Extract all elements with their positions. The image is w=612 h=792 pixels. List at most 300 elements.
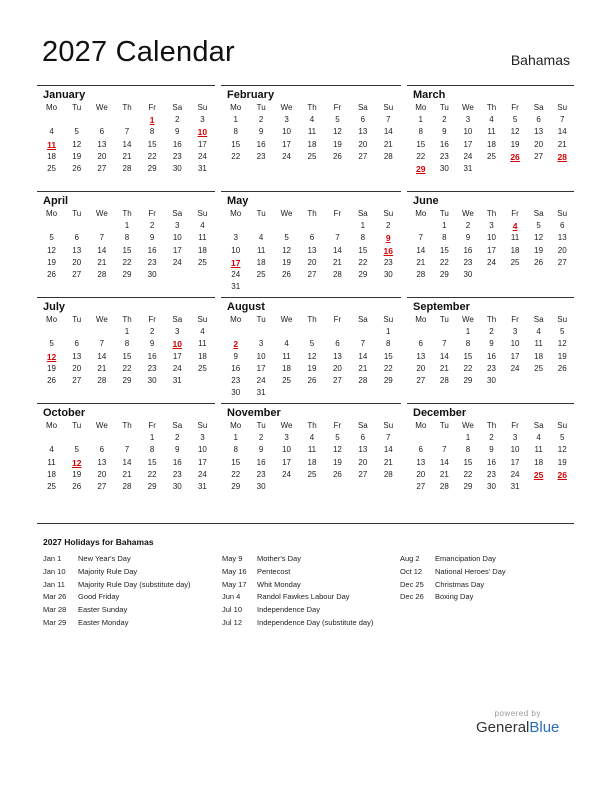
day-cell: 2 xyxy=(149,221,155,231)
day-cell: 31 xyxy=(197,481,207,491)
month-name: July xyxy=(43,301,66,313)
day-cell: 28 xyxy=(122,163,132,173)
day-cell: 24 xyxy=(487,257,496,267)
day-cell: 8 xyxy=(465,339,471,349)
weekday-header: Tu xyxy=(256,209,266,218)
weekday-header: Mo xyxy=(415,315,427,324)
day-cell: 13 xyxy=(72,351,82,361)
holiday-day-cell: 26 xyxy=(510,151,520,162)
day-cell: 31 xyxy=(197,163,207,173)
day-cell: 23 xyxy=(147,363,157,373)
weekday-header: Tu xyxy=(72,421,82,430)
weekday-header: Su xyxy=(197,315,208,324)
month-name: October xyxy=(43,407,86,419)
day-cell: 16 xyxy=(463,245,473,255)
day-cell: 27 xyxy=(97,481,107,491)
weekday-header: Th xyxy=(307,315,317,324)
day-cell: 22 xyxy=(463,363,473,373)
day-cell: 9 xyxy=(175,127,180,137)
holiday-date: Dec 25 xyxy=(400,579,424,589)
day-cell: 9 xyxy=(442,127,447,137)
weekday-header: Sa xyxy=(357,103,368,112)
day-cell: 20 xyxy=(358,457,368,467)
day-cell: 25 xyxy=(282,375,292,385)
day-cell: 26 xyxy=(47,375,57,385)
empty-cell xyxy=(409,326,433,338)
day-cell: 25 xyxy=(307,151,317,161)
weekday-header: Sa xyxy=(533,103,544,112)
month-august xyxy=(221,297,401,403)
day-cell: 24 xyxy=(197,151,207,161)
month-january xyxy=(37,85,215,191)
holiday-day-cell: 26 xyxy=(557,469,567,480)
day-cell: 3 xyxy=(465,115,471,125)
holiday-day-cell: 11 xyxy=(47,139,57,150)
weekday-header: Su xyxy=(557,315,568,324)
day-cell: 6 xyxy=(536,115,541,125)
day-cell: 21 xyxy=(383,139,393,149)
day-cell: 19 xyxy=(557,351,567,361)
day-cell: 4 xyxy=(309,115,315,125)
day-cell: 17 xyxy=(510,457,520,467)
day-cell: 24 xyxy=(463,151,473,161)
weekday-header: Su xyxy=(557,421,568,430)
day-cell: 11 xyxy=(198,339,207,349)
day-cell: 21 xyxy=(416,257,426,267)
holiday-day-cell: 28 xyxy=(557,151,567,162)
day-cell: 3 xyxy=(284,433,289,443)
day-cell: 5 xyxy=(49,339,54,349)
day-cell: 28 xyxy=(97,375,107,385)
holiday-day-cell: 16 xyxy=(383,245,394,256)
day-cell: 15 xyxy=(147,457,157,467)
day-cell: 29 xyxy=(358,269,368,279)
day-cell: 24 xyxy=(510,469,520,479)
day-cell: 1 xyxy=(233,115,238,125)
day-cell: 15 xyxy=(463,351,473,361)
holiday-day-cell: 4 xyxy=(512,221,518,232)
empty-cell xyxy=(39,432,64,444)
weekday-header: Fr xyxy=(511,209,519,218)
day-cell: 26 xyxy=(307,375,317,385)
day-cell: 12 xyxy=(307,351,317,361)
day-cell: 13 xyxy=(358,445,368,455)
weekday-header: Fr xyxy=(333,315,342,324)
day-cell: 15 xyxy=(439,245,449,255)
day-cell: 12 xyxy=(282,245,292,255)
day-cell: 3 xyxy=(258,339,264,349)
day-cell: 31 xyxy=(172,375,182,385)
day-cell: 21 xyxy=(122,469,132,479)
weekday-header: Th xyxy=(307,209,317,218)
day-cell: 12 xyxy=(332,445,342,455)
day-cell: 25 xyxy=(197,363,207,373)
day-cell: 21 xyxy=(122,151,132,161)
day-cell: 28 xyxy=(332,269,342,279)
holiday-date: Jul 12 xyxy=(222,617,243,627)
day-cell: 27 xyxy=(416,481,426,491)
day-cell: 17 xyxy=(256,363,266,373)
day-cell: 1 xyxy=(386,327,391,337)
day-cell: 24 xyxy=(282,469,292,479)
day-cell: 5 xyxy=(49,233,54,243)
day-cell: 5 xyxy=(512,115,518,125)
weekday-header: Tu xyxy=(439,421,449,430)
day-cell: 1 xyxy=(418,115,423,125)
day-cell: 6 xyxy=(74,233,79,243)
holiday-item xyxy=(400,579,506,592)
empty-cell xyxy=(299,326,324,338)
day-cell: 12 xyxy=(557,445,567,455)
holiday-day-cell: 2 xyxy=(233,339,239,350)
holiday-name: Mother's Day xyxy=(257,554,301,563)
day-cell: 14 xyxy=(383,127,393,137)
day-cell: 24 xyxy=(172,363,182,373)
weekday-header: Tu xyxy=(72,103,82,112)
day-cell: 25 xyxy=(47,481,57,491)
weekday-header: Th xyxy=(122,421,132,430)
weekday-header: We xyxy=(95,421,108,430)
day-cell: 4 xyxy=(284,339,289,349)
day-cell: 2 xyxy=(175,115,180,125)
empty-cell xyxy=(409,220,433,232)
month-february xyxy=(221,85,401,191)
day-cell: 4 xyxy=(49,445,54,455)
day-cell: 22 xyxy=(231,151,241,161)
day-cell: 11 xyxy=(307,445,317,455)
weekday-header: Su xyxy=(197,421,208,430)
day-cell: 2 xyxy=(258,433,264,443)
day-cell: 28 xyxy=(383,469,393,479)
weekday-header: We xyxy=(95,103,108,112)
day-cell: 27 xyxy=(72,375,82,385)
day-cell: 6 xyxy=(360,115,366,125)
day-cell: 13 xyxy=(332,351,342,361)
holiday-date: Jul 10 xyxy=(222,605,243,615)
day-cell: 24 xyxy=(510,363,520,373)
day-cell: 29 xyxy=(439,269,449,279)
brand-name-general: General xyxy=(476,719,530,736)
weekday-header: Fr xyxy=(511,421,519,430)
day-cell: 30 xyxy=(439,163,449,173)
day-cell: 10 xyxy=(197,445,207,455)
day-cell: 29 xyxy=(383,375,393,385)
day-cell: 17 xyxy=(197,457,207,467)
holiday-item xyxy=(400,553,506,566)
day-cell: 1 xyxy=(465,327,471,337)
day-cell: 13 xyxy=(358,127,368,137)
holidays-column xyxy=(43,553,191,630)
day-cell: 8 xyxy=(124,233,130,243)
weekday-header: Tu xyxy=(439,103,449,112)
day-cell: 7 xyxy=(442,445,447,455)
day-cell: 26 xyxy=(72,481,82,491)
day-cell: 10 xyxy=(463,127,473,137)
day-cell: 15 xyxy=(463,457,473,467)
day-cell: 23 xyxy=(463,257,473,267)
holiday-date: May 9 xyxy=(222,554,243,563)
day-cell: 5 xyxy=(559,433,565,443)
day-cell: 28 xyxy=(97,269,107,279)
day-cell: 2 xyxy=(489,327,494,337)
day-cell: 14 xyxy=(122,457,132,467)
day-cell: 30 xyxy=(231,388,241,398)
empty-cell xyxy=(325,326,350,338)
weekday-header: Th xyxy=(486,209,497,218)
day-cell: 18 xyxy=(282,363,292,373)
holiday-date: Oct 12 xyxy=(400,566,423,576)
day-cell: 7 xyxy=(335,233,340,243)
weekday-header: Mo xyxy=(46,103,58,112)
day-cell: 21 xyxy=(97,363,107,373)
day-cell: 28 xyxy=(439,375,449,385)
holiday-item xyxy=(222,604,373,617)
month-december xyxy=(407,403,574,509)
day-cell: 23 xyxy=(439,151,449,161)
weekday-header: We xyxy=(461,103,474,112)
day-cell: 2 xyxy=(258,115,264,125)
day-cell: 18 xyxy=(197,351,207,361)
day-cell: 25 xyxy=(256,269,266,279)
day-cell: 7 xyxy=(559,115,565,125)
day-cell: 26 xyxy=(332,151,342,161)
day-cell: 27 xyxy=(332,375,342,385)
day-cell: 28 xyxy=(358,375,368,385)
day-cell: 9 xyxy=(149,233,155,243)
day-cell: 3 xyxy=(284,115,289,125)
day-cell: 5 xyxy=(74,445,79,455)
day-cell: 23 xyxy=(256,151,266,161)
day-cell: 8 xyxy=(149,127,155,137)
day-cell: 11 xyxy=(47,457,56,467)
day-cell: 9 xyxy=(175,445,180,455)
weekday-header: Sa xyxy=(357,421,368,430)
weekday-header: Fr xyxy=(511,315,519,324)
day-cell: 17 xyxy=(172,245,182,255)
day-cell: 14 xyxy=(383,445,393,455)
day-cell: 30 xyxy=(487,375,496,385)
day-cell: 6 xyxy=(99,127,105,137)
month-days-grid xyxy=(221,208,401,293)
month-days-grid xyxy=(407,420,574,493)
day-cell: 21 xyxy=(439,363,449,373)
day-cell: 23 xyxy=(172,469,182,479)
weekday-header: Tu xyxy=(72,315,82,324)
day-cell: 6 xyxy=(418,339,423,349)
day-cell: 28 xyxy=(439,481,449,491)
month-days-grid xyxy=(221,102,401,163)
day-cell: 16 xyxy=(487,351,496,361)
day-cell: 25 xyxy=(487,151,496,161)
day-cell: 3 xyxy=(233,233,238,243)
day-cell: 19 xyxy=(72,151,82,161)
day-cell: 31 xyxy=(463,163,473,173)
day-cell: 25 xyxy=(47,163,57,173)
day-cell: 23 xyxy=(256,469,266,479)
weekday-header: Mo xyxy=(46,315,58,324)
weekday-header: Sa xyxy=(357,315,368,324)
holidays-column xyxy=(400,553,506,604)
month-name: March xyxy=(413,89,446,101)
day-cell: 3 xyxy=(512,327,518,337)
day-cell: 24 xyxy=(231,269,241,279)
divider xyxy=(37,523,574,524)
weekday-header: Th xyxy=(122,209,132,218)
holiday-name: Majority Rule Day (substitute day) xyxy=(78,579,191,589)
empty-cell xyxy=(114,432,139,444)
day-cell: 14 xyxy=(439,457,449,467)
day-cell: 22 xyxy=(358,257,368,267)
day-cell: 13 xyxy=(307,245,317,255)
day-cell: 16 xyxy=(231,363,241,373)
day-cell: 12 xyxy=(72,139,82,149)
weekday-header: Th xyxy=(307,103,317,112)
weekday-header: Tu xyxy=(256,103,266,112)
holiday-day-cell: 10 xyxy=(197,127,208,138)
empty-cell xyxy=(114,114,139,126)
day-cell: 7 xyxy=(360,339,366,349)
holiday-item xyxy=(400,566,506,579)
day-cell: 2 xyxy=(442,115,447,125)
day-cell: 24 xyxy=(172,257,182,267)
day-cell: 16 xyxy=(172,139,182,149)
holiday-day-cell: 29 xyxy=(416,163,426,174)
empty-cell xyxy=(64,432,89,444)
day-cell: 29 xyxy=(122,375,132,385)
month-name: December xyxy=(413,407,467,419)
weekday-header: We xyxy=(461,421,474,430)
day-cell: 3 xyxy=(200,115,205,125)
holiday-day-cell: 12 xyxy=(71,457,82,468)
month-november xyxy=(221,403,401,509)
day-cell: 29 xyxy=(147,481,157,491)
day-cell: 8 xyxy=(233,127,238,137)
day-cell: 26 xyxy=(332,469,342,479)
day-cell: 15 xyxy=(122,245,132,255)
month-name: February xyxy=(227,89,275,101)
holidays-title: 2027 Holidays for Bahamas xyxy=(43,537,154,547)
day-cell: 19 xyxy=(332,139,342,149)
weekday-header: Mo xyxy=(230,103,242,112)
day-cell: 9 xyxy=(233,351,238,361)
holiday-item xyxy=(222,579,373,592)
day-cell: 11 xyxy=(510,233,520,243)
day-cell: 16 xyxy=(172,457,182,467)
weekday-header: We xyxy=(280,421,293,430)
day-cell: 4 xyxy=(258,233,264,243)
empty-cell xyxy=(433,326,457,338)
day-cell: 13 xyxy=(97,457,107,467)
day-cell: 3 xyxy=(175,221,180,231)
holiday-item xyxy=(43,617,191,630)
weekday-header: Th xyxy=(486,421,497,430)
day-cell: 19 xyxy=(282,257,292,267)
month-days-grid xyxy=(407,314,574,387)
day-cell: 19 xyxy=(534,245,544,255)
month-days-grid xyxy=(37,102,215,175)
month-days-grid xyxy=(221,314,401,399)
day-cell: 19 xyxy=(332,457,342,467)
weekday-header: Sa xyxy=(172,421,183,430)
empty-cell xyxy=(248,220,273,232)
day-cell: 17 xyxy=(510,351,520,361)
day-cell: 10 xyxy=(510,445,520,455)
month-june xyxy=(407,191,574,297)
holiday-date: Mar 28 xyxy=(43,605,67,615)
day-cell: 4 xyxy=(489,115,494,125)
holiday-day-cell: 1 xyxy=(149,115,155,126)
weekday-header: Su xyxy=(383,315,394,324)
day-cell: 27 xyxy=(72,269,82,279)
weekday-header: Mo xyxy=(46,421,58,430)
day-cell: 3 xyxy=(512,433,518,443)
day-cell: 20 xyxy=(72,363,82,373)
day-cell: 14 xyxy=(416,245,426,255)
empty-cell xyxy=(89,114,114,126)
day-cell: 8 xyxy=(386,339,391,349)
holiday-date: Mar 29 xyxy=(43,617,67,627)
weekday-header: Su xyxy=(383,421,394,430)
day-cell: 19 xyxy=(47,363,57,373)
holiday-name: Boxing Day xyxy=(435,592,474,602)
day-cell: 5 xyxy=(559,327,565,337)
day-cell: 16 xyxy=(147,245,157,255)
day-cell: 2 xyxy=(386,221,391,231)
empty-cell xyxy=(325,220,350,232)
weekday-header: Sa xyxy=(533,209,544,218)
weekday-header: We xyxy=(95,209,108,218)
day-cell: 14 xyxy=(439,351,449,361)
holiday-name: Christmas Day xyxy=(435,579,485,589)
day-cell: 20 xyxy=(72,257,82,267)
holiday-day-cell: 17 xyxy=(230,257,241,268)
empty-cell xyxy=(299,220,324,232)
day-cell: 10 xyxy=(282,127,292,137)
day-cell: 31 xyxy=(256,388,266,398)
day-cell: 6 xyxy=(74,339,79,349)
calendar-grid xyxy=(37,85,574,509)
day-cell: 1 xyxy=(442,221,447,231)
weekday-header: Mo xyxy=(46,209,58,218)
month-days-grid xyxy=(221,420,401,493)
day-cell: 7 xyxy=(386,115,391,125)
empty-cell xyxy=(433,432,457,444)
weekday-header: Mo xyxy=(415,209,427,218)
day-cell: 7 xyxy=(442,339,447,349)
weekday-header: We xyxy=(280,103,293,112)
holiday-date: May 16 xyxy=(222,566,247,576)
day-cell: 30 xyxy=(147,269,157,279)
empty-cell xyxy=(223,220,248,232)
day-cell: 22 xyxy=(147,469,157,479)
empty-cell xyxy=(409,432,433,444)
day-cell: 14 xyxy=(358,351,368,361)
country-name: Bahamas xyxy=(510,52,570,68)
day-cell: 12 xyxy=(510,127,520,137)
day-cell: 21 xyxy=(332,257,342,267)
holiday-day-cell: 25 xyxy=(533,469,544,480)
powered-by-text: powered by xyxy=(494,709,541,718)
day-cell: 18 xyxy=(534,351,544,361)
day-cell: 13 xyxy=(534,127,544,137)
day-cell: 1 xyxy=(233,433,238,443)
holiday-name: Majority Rule Day xyxy=(78,566,138,576)
empty-cell xyxy=(223,326,248,338)
brand-logo[interactable] xyxy=(476,709,559,736)
day-cell: 17 xyxy=(197,139,207,149)
day-cell: 20 xyxy=(416,363,426,373)
day-cell: 11 xyxy=(198,233,207,243)
